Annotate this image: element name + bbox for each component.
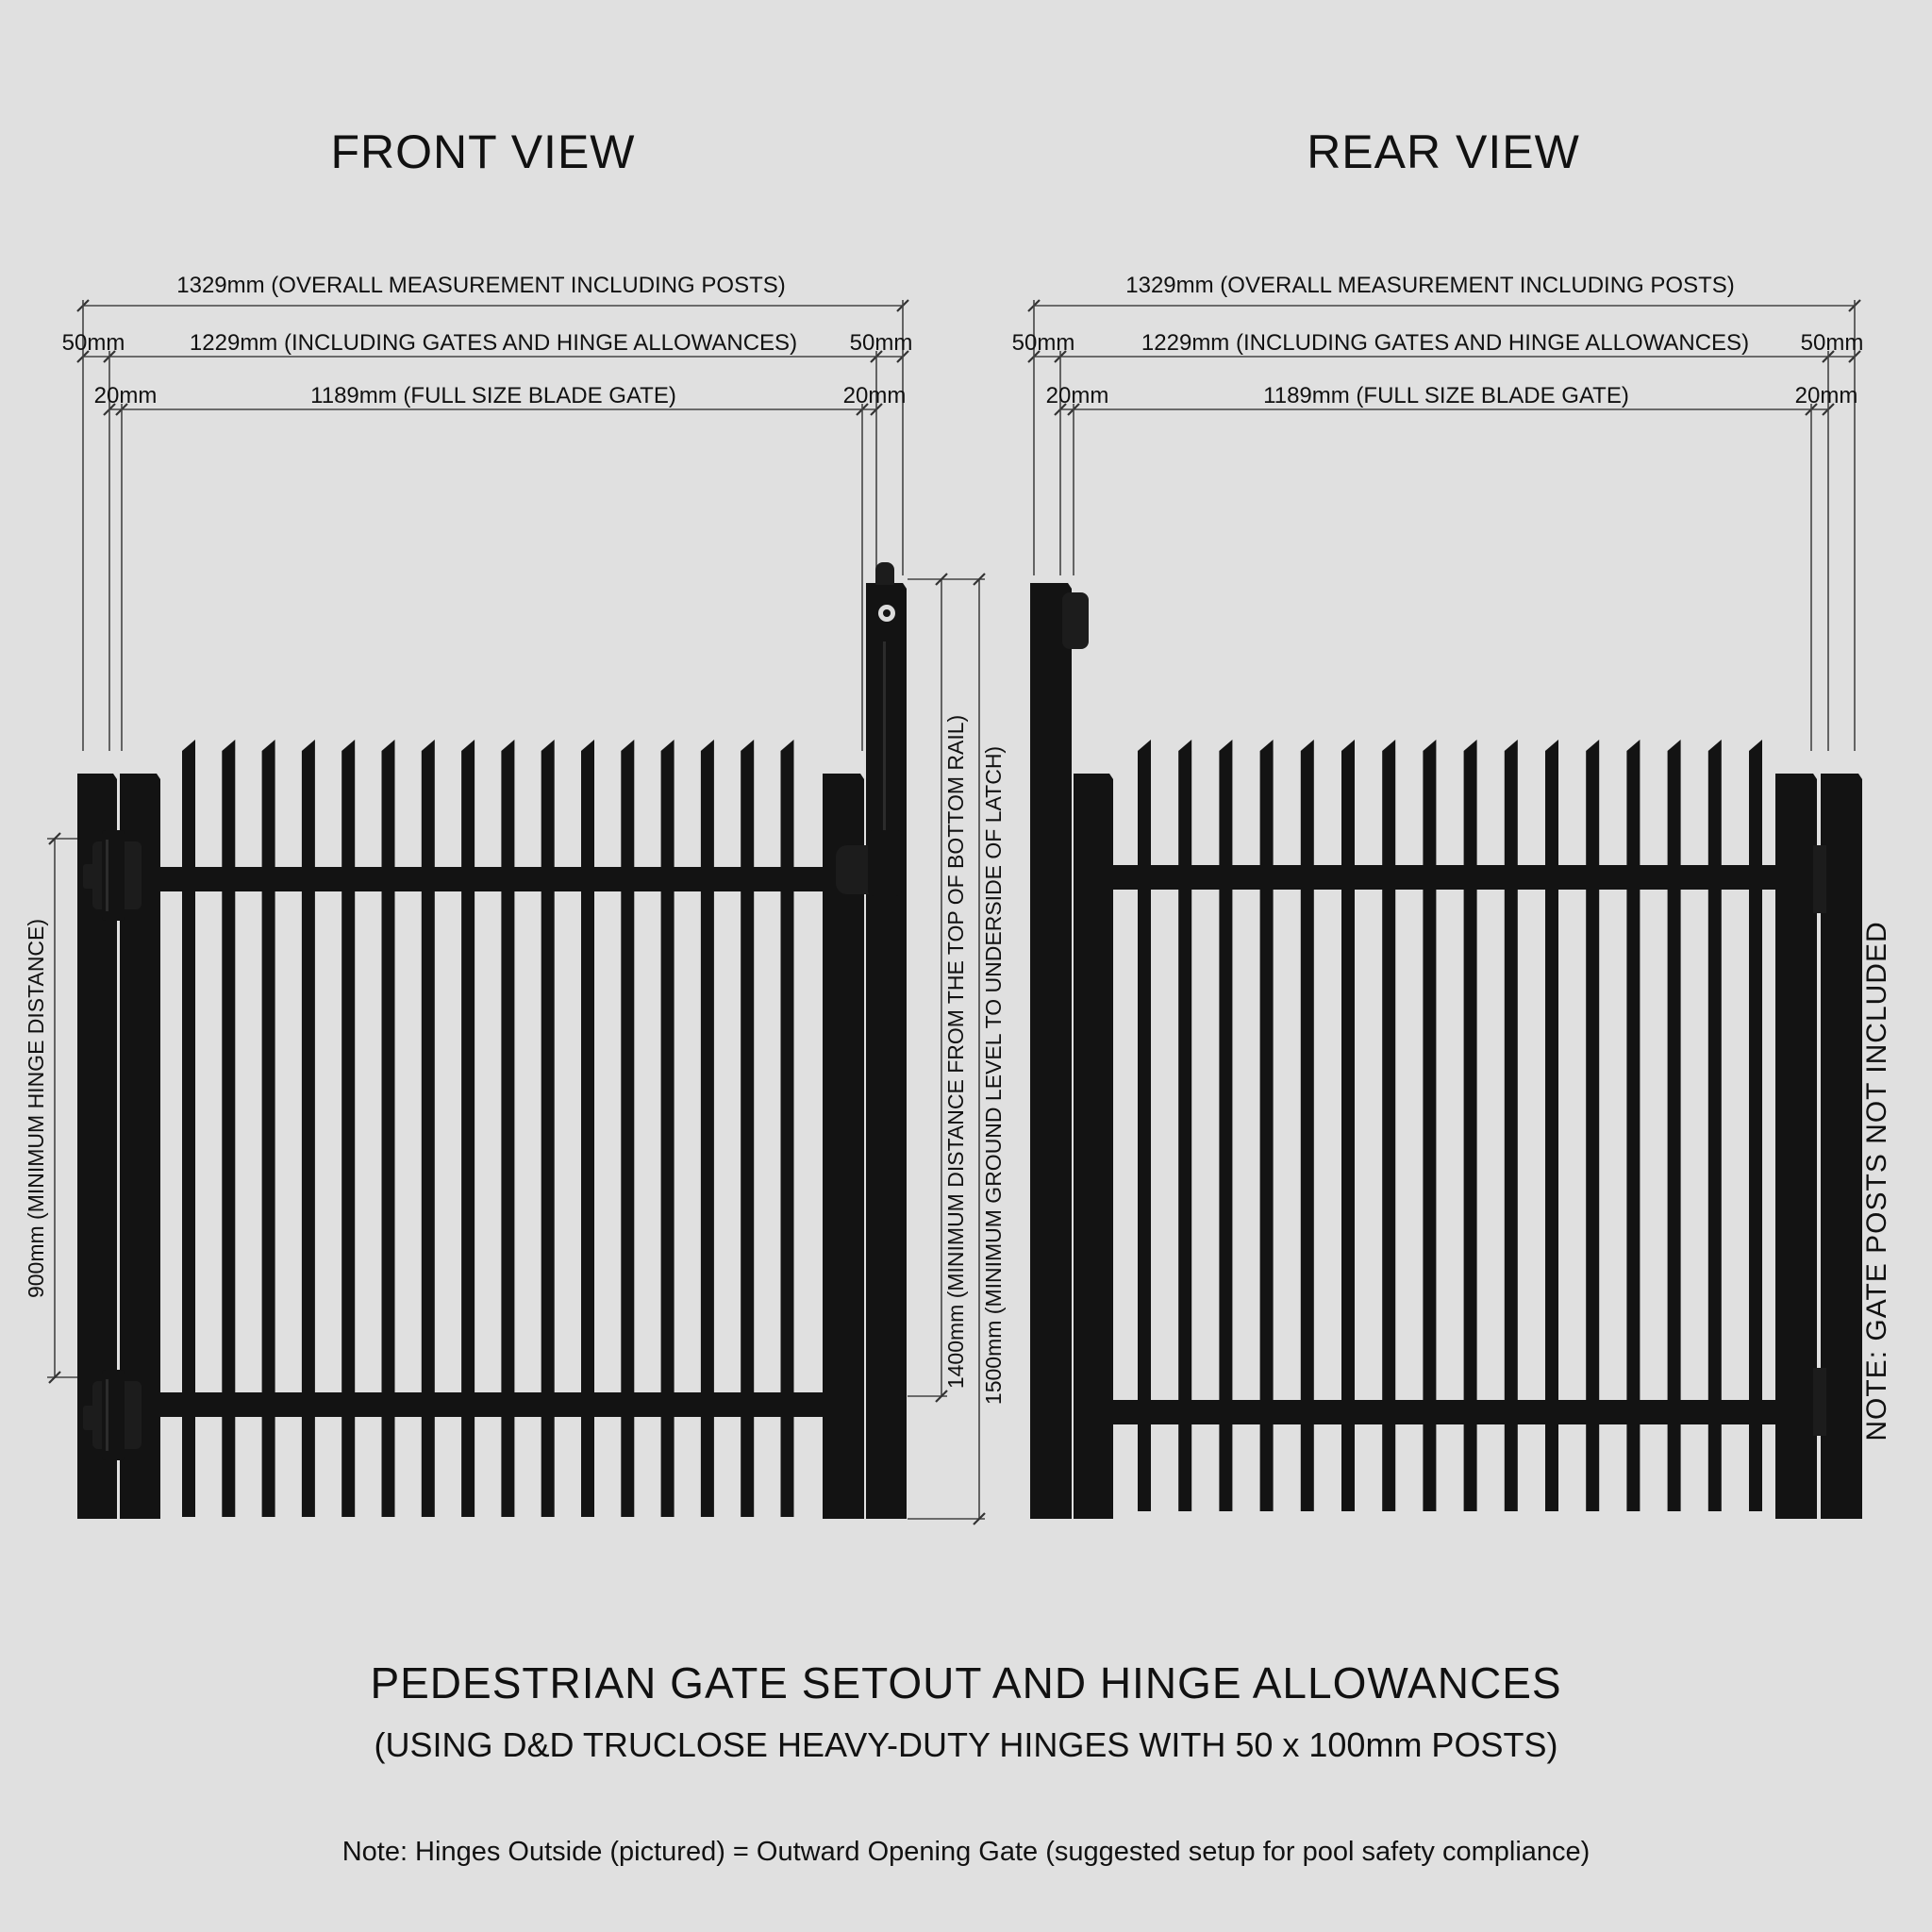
rear-latch-post	[1030, 583, 1072, 1519]
rear-picket	[1423, 740, 1436, 1511]
rear-gap-right-label: 20mm	[1794, 383, 1858, 408]
front-bottom-rail	[156, 1392, 835, 1417]
rear-picket	[1341, 740, 1355, 1511]
rear-bottom-rail	[1106, 1400, 1781, 1424]
front-including-label: 1229mm (INCLUDING GATES AND HINGE ALLOWANCES)	[189, 330, 798, 356]
bottom-rail-label: 1400mm (MINIMUM DISTANCE FROM THE TOP OF BOTTOM RAIL)	[943, 714, 968, 1390]
front-overall-label: 1329mm (OVERALL MEASUREMENT INCLUDING POSTS)	[176, 273, 786, 298]
rear-picket	[1749, 740, 1762, 1511]
rear-hinge-icon	[1813, 845, 1826, 913]
front-top-rail	[156, 867, 835, 891]
hinge-orientation-note: Note: Hinges Outside (pictured) = Outward Opening Gate (suggested setup for pool safety compliance)	[341, 1837, 1591, 1867]
rear-picket	[1586, 740, 1599, 1511]
rear-gate	[1030, 583, 1862, 1519]
rear-picket	[1626, 740, 1640, 1511]
rear-including-label: 1229mm (INCLUDING GATES AND HINGE ALLOWANCES)	[1141, 330, 1750, 356]
front-gap-right-label: 20mm	[842, 383, 907, 408]
rear-picket	[1178, 740, 1191, 1511]
rear-hinge-post	[1821, 774, 1862, 1519]
rear-dimension-lines	[1028, 300, 1860, 751]
front-post-right-label: 50mm	[849, 330, 913, 356]
rear-picket	[1382, 740, 1395, 1511]
latch-height-label: 1500mm (MINIMUM GROUND LEVEL TO UNDERSIDE OF LATCH)	[981, 745, 1006, 1406]
front-post-left-label: 50mm	[61, 330, 125, 356]
posts-not-included-note: NOTE: GATE POSTS NOT INCLUDED	[1861, 921, 1892, 1441]
diagram-subtitle: (USING D&D TRUCLOSE HEAVY-DUTY HINGES WITH 50 x 100mm POSTS)	[374, 1725, 1558, 1764]
front-gate	[77, 562, 907, 1519]
rear-picket	[1260, 740, 1274, 1511]
rear-picket	[1138, 740, 1151, 1511]
front-blade-label: 1189mm (FULL SIZE BLADE GATE)	[310, 383, 676, 408]
rear-gate-stile-right	[1775, 774, 1817, 1519]
rear-gap-left-label: 20mm	[1045, 383, 1109, 408]
rear-overall-label: 1329mm (OVERALL MEASUREMENT INCLUDING POSTS)	[1125, 273, 1735, 298]
rear-view-title: REAR VIEW	[1307, 125, 1580, 178]
hinge-distance-label: 900mm (MINIMUM HINGE DISTANCE)	[24, 918, 48, 1299]
front-gap-left-label: 20mm	[93, 383, 158, 408]
keyhole-icon	[878, 605, 895, 622]
front-view-title: FRONT VIEW	[330, 125, 636, 178]
rear-pickets	[1138, 740, 1762, 1511]
rear-hinge-icon	[1813, 1368, 1826, 1436]
rear-view	[1012, 125, 1892, 1519]
rear-picket	[1545, 740, 1558, 1511]
rear-post-left-label: 50mm	[1011, 330, 1075, 356]
rear-picket	[1219, 740, 1232, 1511]
rear-blade-label: 1189mm (FULL SIZE BLADE GATE)	[1263, 383, 1629, 408]
rear-picket	[1301, 740, 1314, 1511]
rear-latch-icon	[1062, 592, 1089, 649]
diagram-title: PEDESTRIAN GATE SETOUT AND HINGE ALLOWANCES	[370, 1658, 1562, 1707]
front-view	[24, 125, 1006, 1524]
rear-picket	[1505, 740, 1518, 1511]
rear-post-right-label: 50mm	[1800, 330, 1864, 356]
rear-picket	[1708, 740, 1722, 1511]
rear-picket	[1668, 740, 1681, 1511]
rear-top-rail	[1106, 865, 1781, 890]
rear-picket	[1464, 740, 1477, 1511]
